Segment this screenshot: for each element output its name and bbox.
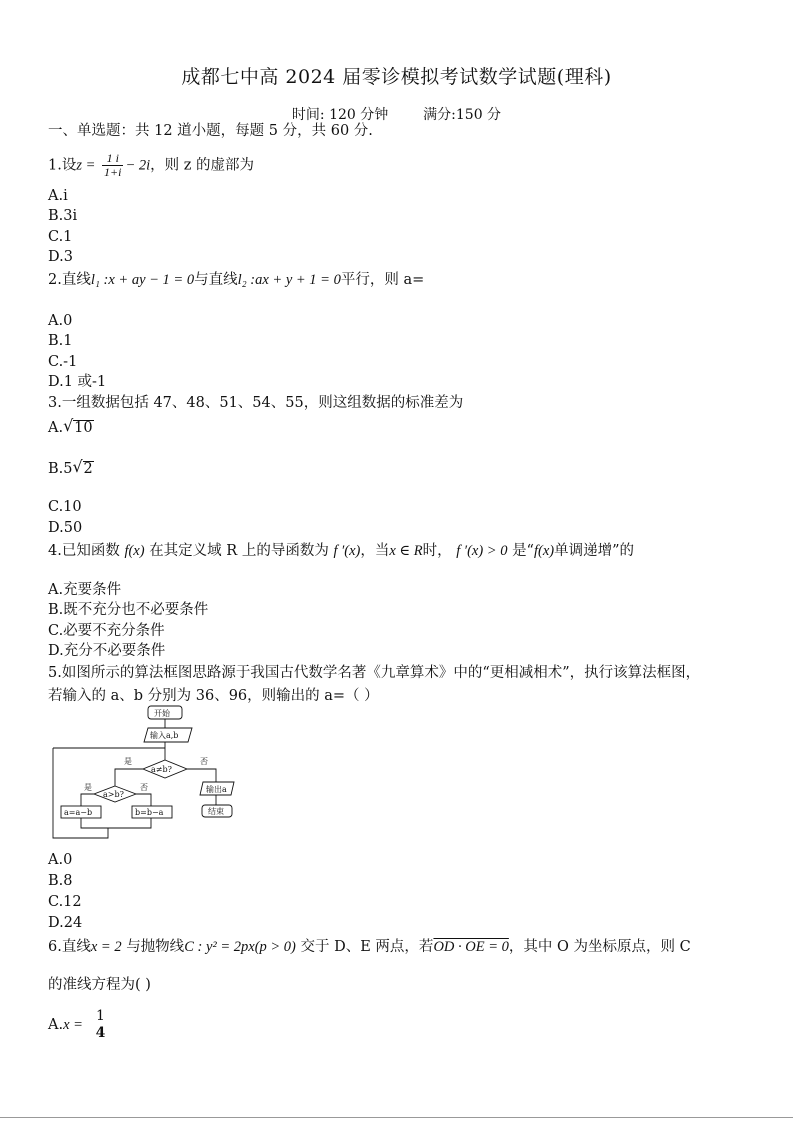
- q6-mid1: 与抛物线: [126, 939, 185, 955]
- q6-opta-var: x =: [63, 1017, 83, 1033]
- sqrt-sign: [73, 460, 94, 478]
- q2-line1: l₁ :x + ay − 1 = 0: [90, 272, 195, 288]
- q3-option-b: [48, 460, 94, 478]
- question-4: [48, 542, 634, 560]
- q1-option-d: D.3: [48, 249, 73, 265]
- q6-line: x = 2: [90, 939, 122, 955]
- q1-option-c: C.1: [48, 229, 73, 245]
- q4-mid4: 是“: [512, 543, 534, 559]
- q1-option-a: A.i: [48, 188, 68, 204]
- time-label: 时间: 120 分钟: [291, 107, 389, 123]
- q1-eq-tail: − 2i: [125, 157, 151, 174]
- section-heading: 一、单选题：共 12 道小题，每题 5 分，共 60 分.: [48, 123, 373, 139]
- q6-prefix: 6.直线: [48, 939, 91, 955]
- q2-line2: l₂ :ax + y + 1 = 0: [237, 272, 341, 288]
- flow-start-label: 开始: [154, 709, 170, 718]
- q1-suffix: ，则 z 的虚部为: [150, 157, 255, 174]
- question-2: [48, 271, 424, 289]
- q1-fraction: [102, 152, 123, 179]
- q6-opta-num: 1: [95, 1008, 105, 1024]
- exam-info: [0, 104, 793, 124]
- flow-box-right-label: b=b−a: [135, 808, 164, 817]
- flow-no2-label: 否: [140, 783, 148, 792]
- question-6: [48, 938, 691, 956]
- question-5-line1: 5.如图所示的算法框图思路源于我国古代数学名著《九章算术》中的“更相减相术”，执行该算法框图，: [48, 665, 701, 681]
- q6-opta-fraction: [94, 1008, 108, 1042]
- question-3: 3.一组数据包括 47、48、51、54、55，则这组数据的标准差为: [48, 395, 464, 411]
- flow-box-left-label: a=a−b: [64, 808, 93, 817]
- q3-optb-prefix: B.5: [48, 461, 73, 477]
- q6-opta-prefix: A.: [48, 1017, 64, 1033]
- q1-frac-den: 1+i: [104, 165, 122, 179]
- q4-option-b: B.既不充分也不必要条件: [48, 602, 209, 618]
- q4-fx2: f(x): [533, 543, 555, 559]
- q1-option-b: B.3i: [48, 208, 78, 224]
- q5-option-d: D.24: [48, 915, 83, 931]
- q3-option-c: C.10: [48, 499, 82, 515]
- question-6-line2: 的准线方程为( ): [48, 977, 151, 993]
- q4-fpx: f ′(x): [333, 543, 361, 559]
- score-label: 满分:150 分: [423, 107, 502, 123]
- q2-option-b: B.1: [48, 333, 73, 349]
- page-title: 成都七中高 2024 届零诊模拟考试数学试题(理科): [181, 66, 612, 88]
- q2-prefix: 2.直线: [48, 272, 91, 288]
- q4-option-a: A.充要条件: [48, 582, 122, 598]
- q4-ineq: f ′(x) > 0: [456, 543, 508, 559]
- q2-option-a: A.0: [48, 313, 73, 329]
- q4-prefix: 4.已知函数: [48, 543, 120, 559]
- q1-eq-lhs: z =: [76, 157, 96, 174]
- flow-yes1-label: 是: [124, 757, 132, 766]
- q3-opta-radicand: 10: [74, 420, 93, 436]
- flow-end-label: 结束: [208, 807, 224, 816]
- q6-mid2: 交于 D、E 两点，若: [300, 939, 434, 955]
- q6-parabola: C : y² = 2px(p > 0): [184, 939, 296, 955]
- q2-mid: 与直线: [194, 272, 238, 288]
- q3-optb-radicand: 2: [83, 461, 93, 477]
- sqrt-sign: [63, 419, 93, 437]
- q3-option-d: D.50: [48, 520, 83, 536]
- q6-suffix: ，其中 O 为坐标原点，则 C: [508, 939, 691, 955]
- flow-output-label: 输出a: [206, 785, 227, 794]
- q4-fx: f(x): [124, 543, 145, 559]
- q3-option-a: [48, 419, 94, 437]
- q2-option-d: D.1 或-1: [48, 374, 107, 390]
- q4-mid1: 在其定义域 R 上的导函数为: [149, 543, 329, 559]
- q1-frac-num: 1 i: [102, 152, 123, 166]
- flow-cond2-label: a>b?: [103, 790, 124, 799]
- q4-option-d: D.充分不必要条件: [48, 643, 166, 659]
- q6-dot-product: OD · OE = 0: [433, 939, 509, 955]
- page-bottom-rule: [0, 1117, 793, 1118]
- q6-opta-den: 4: [95, 1025, 106, 1041]
- q6-option-a: [48, 1008, 109, 1042]
- flow-yes2-label: 是: [84, 783, 92, 792]
- flow-input-label: 输入a,b: [150, 731, 179, 740]
- q5-option-a: A.0: [48, 852, 73, 868]
- q3-opta-prefix: A.: [48, 420, 64, 436]
- q5-option-c: C.12: [48, 894, 82, 910]
- q4-cond: x ∈ R: [389, 543, 423, 559]
- q5-option-b: B.8: [48, 873, 73, 889]
- flow-cond1-label: a≠b?: [151, 765, 172, 774]
- q2-option-c: C.-1: [48, 354, 78, 370]
- q4-option-c: C.必要不充分条件: [48, 623, 165, 639]
- q4-suffix: 单调递增”的: [554, 543, 635, 559]
- q2-suffix: 平行，则 a=: [340, 272, 425, 288]
- q4-mid2: ，当: [360, 543, 390, 559]
- flow-no1-label: 否: [200, 757, 208, 766]
- q1-prefix: 1.设: [48, 157, 77, 174]
- question-1: [48, 152, 254, 179]
- question-5-line2: 若输入的 a、b 分别为 36、96，则输出的 a=（ ）: [48, 688, 379, 704]
- flowchart: [48, 704, 248, 846]
- q4-mid3: 时，: [422, 543, 452, 559]
